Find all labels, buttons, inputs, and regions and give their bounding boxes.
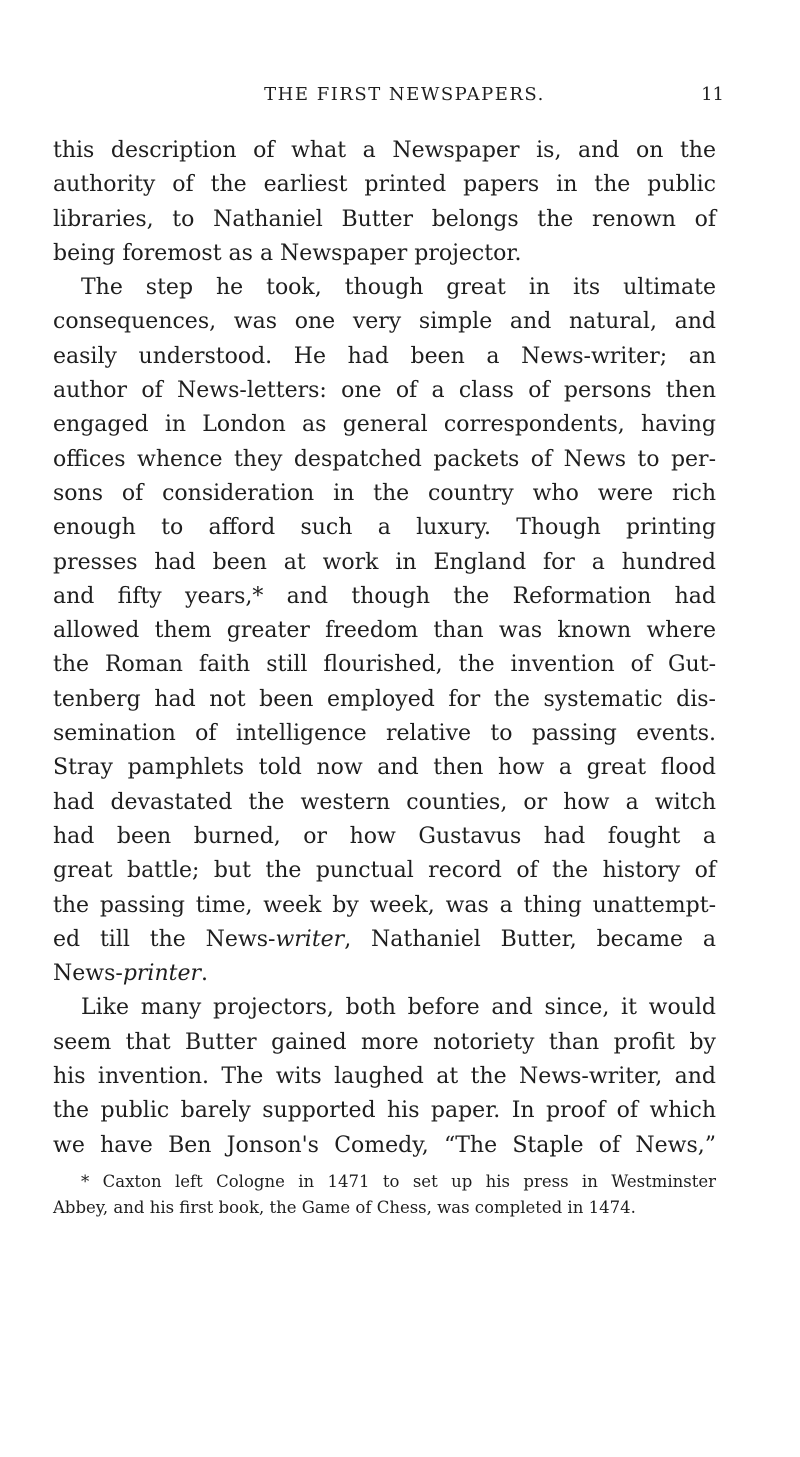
book-page [53,80,724,1221]
text-line: author of News-letters: one of a class of persons then [53,378,716,404]
text-line: consequences, was one very simple and natural, and [53,309,716,335]
text-line: had devastated the western counties, or how a witch [53,789,716,815]
paragraph-1 [53,134,716,271]
text-line: great battle; but the punctual record of the history of [53,858,716,884]
running-head [53,80,724,110]
text-line: easily understood. He had been a News-writer; an [53,343,716,369]
text-line: we have Ben Jonson's Comedy, “The Staple of News,” [53,1132,716,1158]
italic-text: printer [122,961,202,987]
text-line: tenberg had not been employed for the systematic dis- [53,686,716,712]
text-line: offices whence they despatched packets of News to per- [53,446,716,472]
text-line: being foremost as a Newspaper projector. [53,240,522,266]
page-number: 11 [701,84,724,105]
text-line: engaged in London as general correspondents, having [53,412,716,438]
paragraph-2 [53,271,716,991]
running-title: THE FIRST NEWSPAPERS. [264,84,545,105]
text-line: enough to afford such a luxury. Though printing [53,515,716,541]
text-line: Stray pamphlets told now and then how a great flood [53,755,716,781]
text-line: the public barely supported his paper. In proof of which [53,1098,716,1124]
footnote-line: Abbey, and his first book, the Game of Chess, was completed in 1474. [53,1197,636,1217]
text-line: presses had been at work in England for a hundred [53,549,716,575]
paragraph-3 [53,991,716,1162]
footnote-line: * Caxton left Cologne in 1471 to set up his press in Westminster [81,1171,716,1191]
text-line: Like many projectors, both before and since, it would [81,995,716,1021]
footnote [53,1169,716,1221]
text-line: authority of the earliest printed papers in the public [53,172,716,198]
text-segment: News- [53,961,123,987]
text-line-mixed [53,957,716,991]
text-line: sons of consideration in the country who were rich [53,480,716,506]
text-line: the Roman faith still flourished, the invention of Gut- [53,652,716,678]
text-line-mixed [53,923,716,957]
text-line: and fifty years,* and though the Reformation had [53,583,716,609]
text-segment: , Nathaniel Butter, became a [344,926,716,952]
text-line: this description of what a Newspaper is, and on the [53,138,716,163]
text-segment: News- [205,926,276,952]
italic-text: writer [275,926,345,952]
text-line: The step he took, though great in its ultimate [81,275,716,301]
text-line: semination of intelligence relative to passing events. [53,721,716,747]
text-line: had been burned, or how Gustavus had fought a [53,823,716,849]
text-line: libraries, to Nathaniel Butter belongs the renown of [53,206,716,232]
body-text [53,134,716,1163]
text-line: his invention. The wits laughed at the News-writer, and [53,1064,716,1090]
text-line: seem that Butter gained more notoriety than profit by [53,1029,716,1055]
text-line: the passing time, week by week, was a thing unattempt- [53,892,716,918]
text-line: allowed them greater freedom than was known where [53,618,716,644]
text-segment: . [201,961,209,987]
text-segment: ed till the [53,926,186,952]
